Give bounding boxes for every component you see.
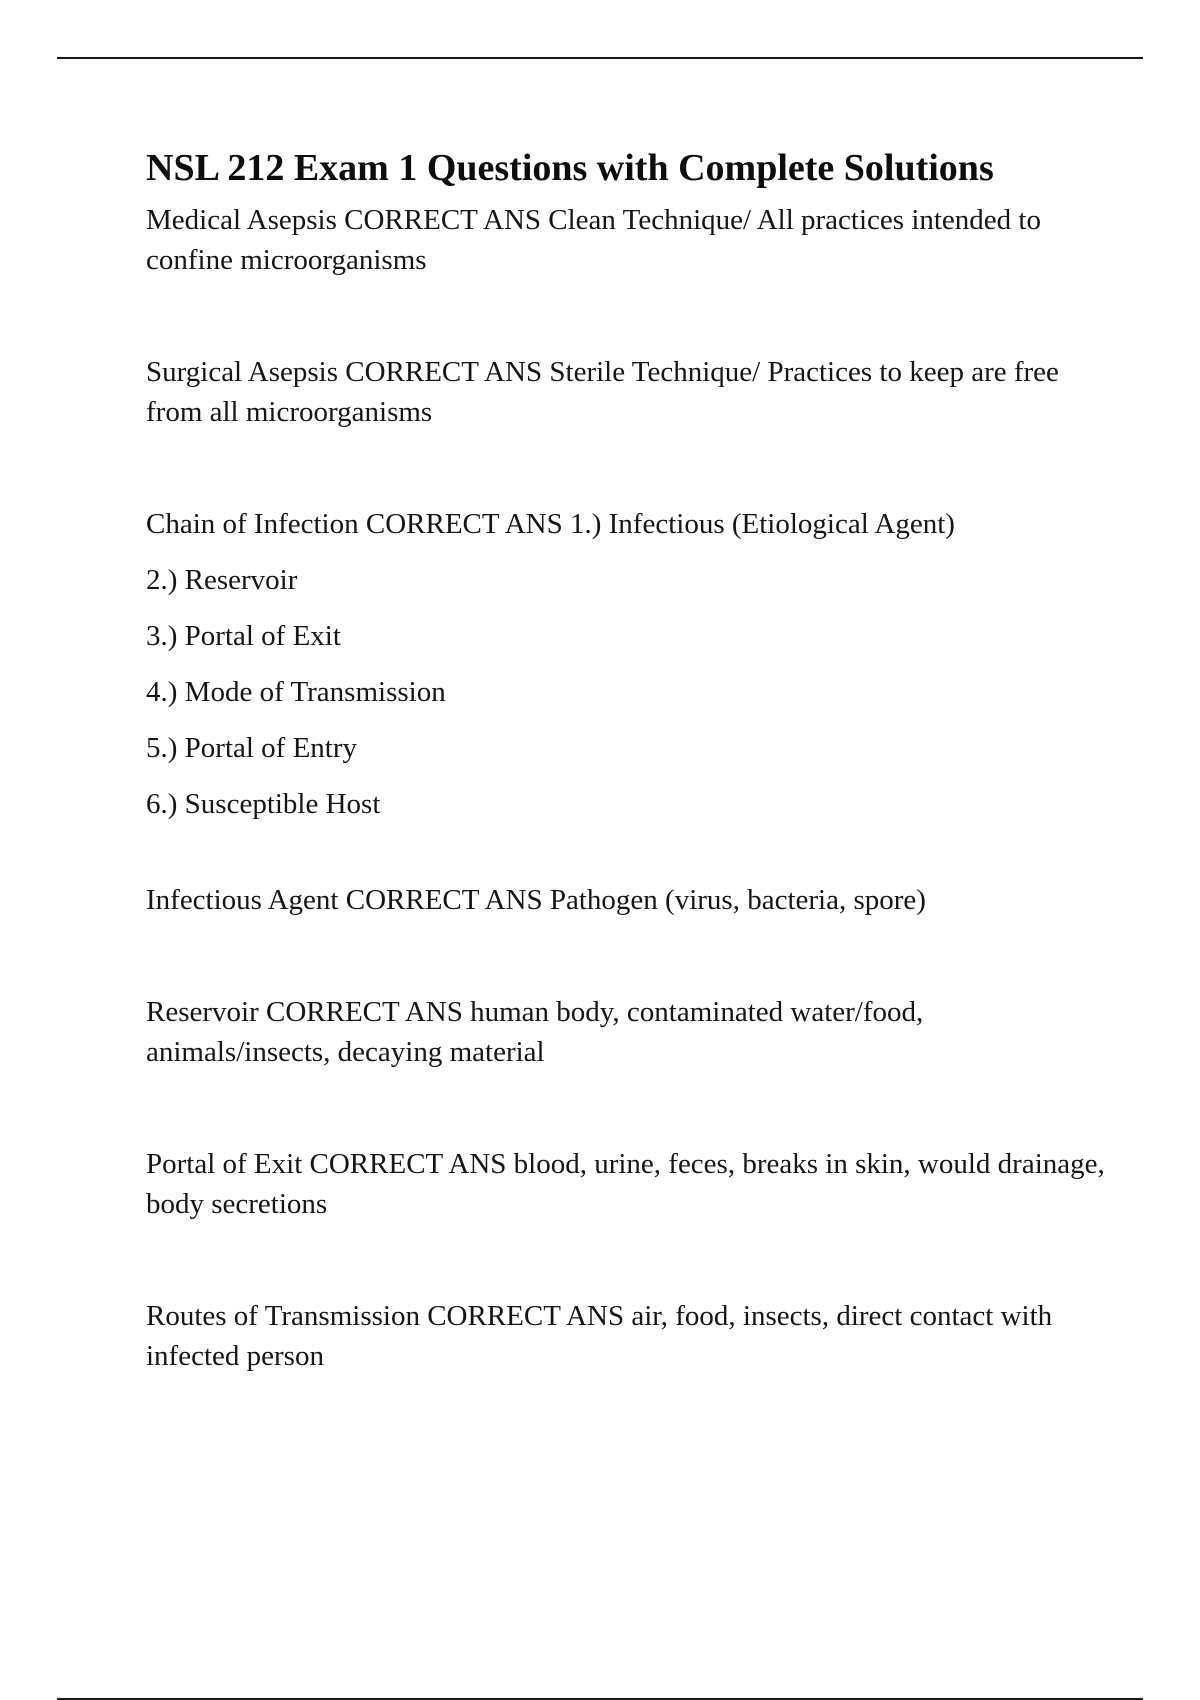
qa-entry-routes-of-transmission: Routes of Transmission CORRECT ANS air, food, insects, direct contact with infected person xyxy=(146,1300,1053,1372)
qa-entry-medical-asepsis: Medical Asepsis CORRECT ANS Clean Technique/ All practices intended to confine microorganisms xyxy=(146,204,1041,276)
qa-entry-reservoir: Reservoir CORRECT ANS human body, contaminated water/food, animals/insects, decaying material xyxy=(146,996,924,1068)
qa-entry-portal-of-exit: Portal of Exit CORRECT ANS blood, urine, feces, breaks in skin, would drainage, body secretions xyxy=(146,1148,1105,1220)
qa-entry-surgical-asepsis: Surgical Asepsis CORRECT ANS Sterile Technique/ Practices to keep are free from all microorganisms xyxy=(146,356,1059,428)
list-item: 4.) Mode of Transmission xyxy=(146,676,446,708)
list-item: 6.) Susceptible Host xyxy=(146,788,381,820)
document-title: NSL 212 Exam 1 Questions with Complete Solutions xyxy=(146,147,994,189)
header-rule xyxy=(57,57,1143,59)
list-item: 3.) Portal of Exit xyxy=(146,620,341,652)
list-item: 2.) Reservoir xyxy=(146,564,298,596)
document-body xyxy=(146,140,1106,1376)
qa-entry-infectious-agent: Infectious Agent CORRECT ANS Pathogen (virus, bacteria, spore) xyxy=(146,884,926,916)
qa-entry-chain-of-infection: Chain of Infection CORRECT ANS 1.) Infectious (Etiological Agent) xyxy=(146,508,955,540)
list-item: 5.) Portal of Entry xyxy=(146,732,358,764)
chain-of-infection-steps xyxy=(146,560,1106,824)
